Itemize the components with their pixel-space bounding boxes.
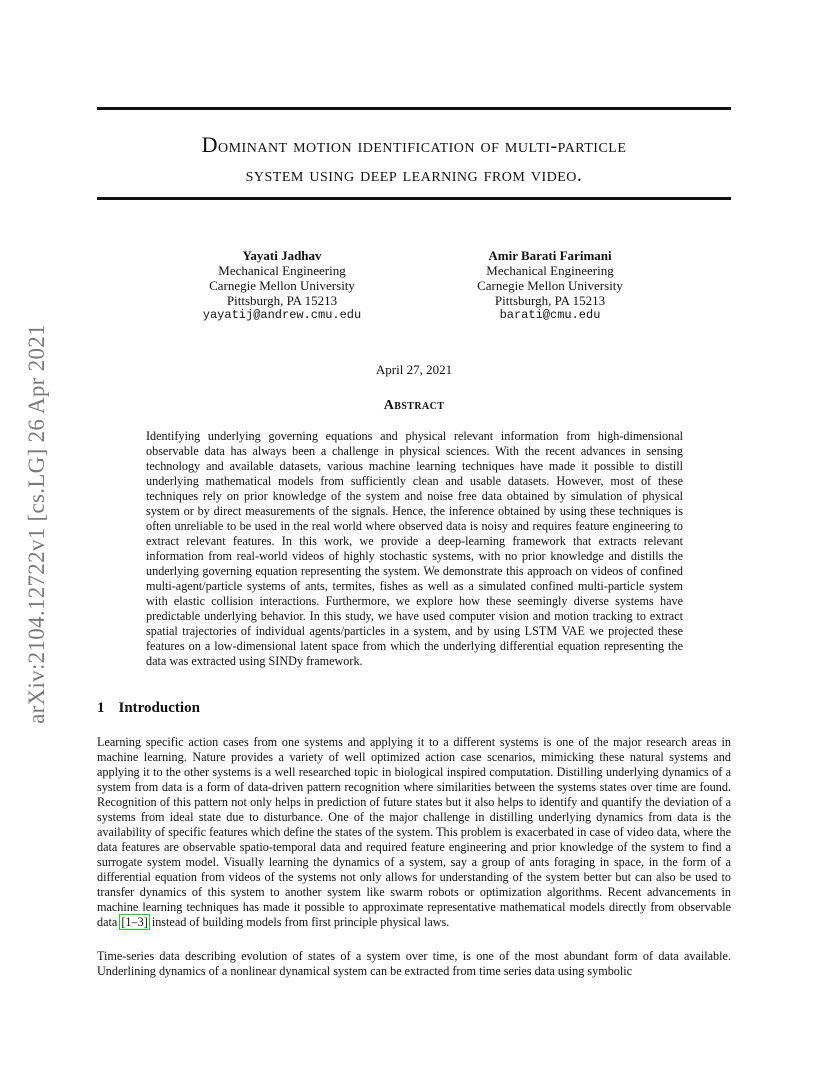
author-name: Amir Barati Farimani xyxy=(488,248,612,263)
author-university: Carnegie Mellon University xyxy=(477,278,623,293)
author-email[interactable]: yayatij@andrew.cmu.edu xyxy=(202,308,362,322)
author-address: Pittsburgh, PA 15213 xyxy=(226,293,338,308)
author-block-2 xyxy=(462,248,638,323)
intro-paragraph-1-text-end: instead of building models from first principle physical laws. xyxy=(148,915,450,929)
title-line-1 xyxy=(97,130,731,161)
abstract-text: Identifying underlying governing equations and physical relevant information from high-dimensional observable data has always been a challenge in physical sciences. With the recent advances in sensing technology and available datasets, various machine learning techniques have made it possible to distill underlying mathematical models from sufficiently clean and usable datasets. However, most of these techniques rely on prior knowledge of the system and noise free data obtained by simulation of physical system or by direct measurements of the signals. Hence, the inference obtained by using these techniques is often unreliable to be used in the real world where observed data is noisy and requires feature engineering to extract relevant features. In this work, we provide a deep-learning framework that extracts relevant information from real-world videos of highly stochastic systems, with no prior knowledge and distills the underlying governing equation representing the system. We demonstrate this approach on videos of confined multi-agent/particle systems of ants, termites, fishes as well as a simulated confined multi-particle system with elastic collision interactions. Furthermore, we explore how these seemingly diverse systems have predictable underlying behavior. In this study, we have used computer vision and motion tracking to extract spatial trajectories of individual agents/particles in a system, and by using LSTM VAE we projected these features on a low-dimensional latent space from which the underlying differential equation representing the data was extracted using SINDy framework. xyxy=(146,429,683,668)
paper-date: April 27, 2021 xyxy=(375,362,453,377)
citation-link[interactable]: [1–3] xyxy=(121,915,148,929)
intro-paragraph-1 xyxy=(97,735,731,930)
title-initial: D xyxy=(201,132,218,157)
title-line-1-rest: ominant motion identification of multi-particle xyxy=(218,135,627,157)
author-address: Pittsburgh, PA 15213 xyxy=(494,293,606,308)
author-university: Carnegie Mellon University xyxy=(209,278,355,293)
section-number: 1 xyxy=(97,700,105,716)
intro-paragraph-1-text: Learning specific action cases from one systems and applying it to a different systems is one of the major research areas in machine learning. Nature provides a variety of well optimized action case scenarios, mimicking these natural systems and applying it to the other systems is a well researched topic in biological inspired computation. Distilling underlying dynamics of a system from data is a form of data-driven pattern recognition where similarities between the systems states over time are found. Recognition of this pattern not only helps in prediction of future states but it also helps to identify and quantify the deviation of a systems from ideal state due to disturbance. One of the major challenge in distilling underlying dynamics from data is the availability of specific features which define the states of the system. This problem is exacerbated in case of video data, where the data features are observable spatio-temporal data and required feature engineering and prior knowledge of the system to find a surrogate system model. Visually learning the dynamics of a system, say a group of ants foraging in space, in the form of a differential equation from videos of the systems not only allows for understanding of the system better but can also be used to transfer dynamics of this system to another system like swarm robots or optimization algorithms. Recent advancements in machine learning techniques has made it possible to approximate representative mathematical models directly from observable data xyxy=(97,735,731,929)
arxiv-identifier-text: arXiv:2104.12722v1 [cs.LG] 26 Apr 2021 xyxy=(24,324,50,724)
intro-paragraph-2: Time-series data describing evolution of states of a system over time, is one of the most abundant form of data available. Underlining dynamics of a nonlinear dynamical system can be extracted from time series data using symbolic xyxy=(97,949,731,978)
author-block-1 xyxy=(196,248,368,323)
paper-title xyxy=(97,130,731,190)
author-name: Yayati Jadhav xyxy=(242,248,322,263)
title-bottom-rule xyxy=(97,197,731,200)
title-top-rule xyxy=(97,107,731,110)
arxiv-identifier xyxy=(16,286,58,762)
author-department: Mechanical Engineering xyxy=(486,263,614,278)
author-department: Mechanical Engineering xyxy=(218,263,346,278)
section-title: Introduction xyxy=(118,700,200,716)
author-email[interactable]: barati@cmu.edu xyxy=(499,308,601,322)
title-line-2: system using deep learning from video. xyxy=(245,164,583,186)
abstract-heading: Abstract xyxy=(383,398,445,413)
section-heading-introduction xyxy=(97,700,200,717)
